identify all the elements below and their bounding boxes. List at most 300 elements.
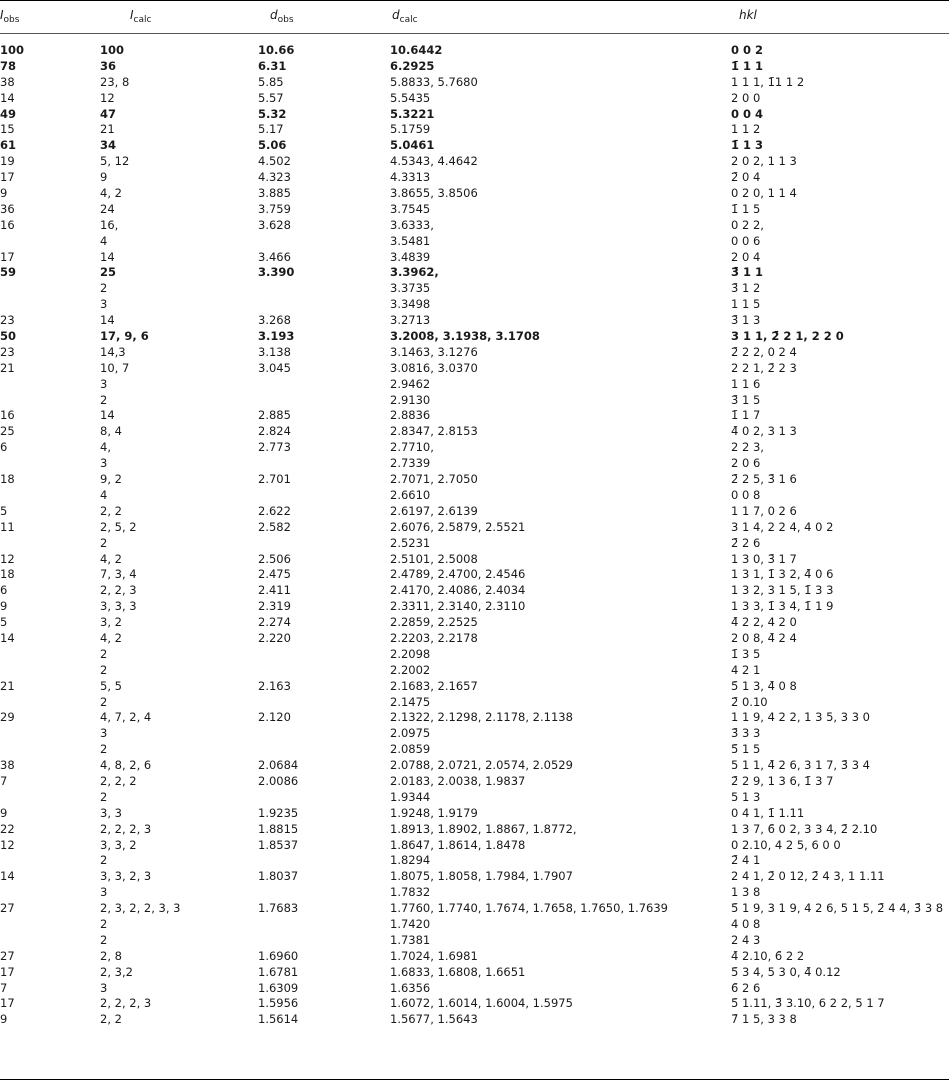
table-row bbox=[0, 440, 949, 456]
cell-d-obs: 2.475 bbox=[258, 567, 291, 582]
cell-d-obs: 2.582 bbox=[258, 519, 291, 534]
cell-i-calc: 2, 2 bbox=[100, 503, 122, 518]
cell-hkl: 2 0 2, 1 1 3 bbox=[731, 154, 797, 169]
cell-hkl: 5̄ 1.11, 3̄ 3.10, 6 2 2, 5 1 7 bbox=[731, 996, 885, 1011]
header-subscript: calc bbox=[133, 15, 152, 25]
cell-d-obs: 5.17 bbox=[258, 122, 284, 137]
cell-d-obs: 2.885 bbox=[258, 408, 291, 423]
cell-d-obs: 2.0086 bbox=[258, 773, 299, 788]
cell-d-obs: 2.773 bbox=[258, 440, 291, 455]
cell-i-obs: 23 bbox=[0, 313, 15, 328]
table-row bbox=[0, 472, 949, 488]
cell-i-calc: 2 bbox=[100, 916, 108, 931]
cell-hkl: 5̄ 3 4, 5 3 0, 4̄ 0.12 bbox=[731, 964, 841, 979]
cell-d-calc: 2.2098 bbox=[390, 646, 431, 661]
cell-i-calc: 3, 3, 2, 3 bbox=[100, 869, 152, 884]
cell-i-obs: 27 bbox=[0, 948, 15, 963]
cell-d-calc: 5.8833, 5.7680 bbox=[390, 74, 478, 89]
cell-i-obs: 27 bbox=[0, 901, 15, 916]
cell-i-calc: 2, 2, 3 bbox=[100, 583, 137, 598]
table-row bbox=[0, 822, 949, 838]
cell-i-obs: 19 bbox=[0, 154, 15, 169]
cell-d-calc: 2.8836 bbox=[390, 408, 431, 423]
cell-i-obs: 36 bbox=[0, 201, 15, 216]
table-row bbox=[0, 885, 949, 901]
table-top-rule bbox=[0, 0, 949, 1]
cell-d-obs: 1.6960 bbox=[258, 948, 299, 963]
cell-i-obs: 9 bbox=[0, 1012, 8, 1027]
table-row bbox=[0, 250, 949, 266]
cell-i-calc: 3, 2 bbox=[100, 615, 122, 630]
cell-hkl: 5̄ 1 5 bbox=[731, 742, 761, 757]
cell-hkl: 4̄ 2 2, 4 2 0 bbox=[731, 615, 797, 630]
cell-i-obs: 25 bbox=[0, 424, 15, 439]
cell-i-calc: 2 bbox=[100, 932, 108, 947]
cell-hkl: 0 2.10, 4 2 5, 6 0 0 bbox=[731, 837, 841, 852]
cell-i-obs: 21 bbox=[0, 360, 15, 375]
table-row bbox=[0, 679, 949, 695]
table-row bbox=[0, 806, 949, 822]
cell-hkl: 5̄ 1 3, 4̄ 0 8 bbox=[731, 678, 797, 693]
cell-i-obs: 6 bbox=[0, 440, 8, 455]
cell-i-calc: 4, 8, 2, 6 bbox=[100, 758, 152, 773]
cell-d-calc: 2.6076, 2.5879, 2.5521 bbox=[390, 519, 526, 534]
cell-d-calc: 3.2713 bbox=[390, 313, 431, 328]
cell-d-calc: 3.2008, 3.1938, 3.1708 bbox=[390, 329, 540, 344]
cell-d-obs: 5.06 bbox=[258, 138, 287, 153]
table-row bbox=[0, 663, 949, 679]
table-row bbox=[0, 981, 949, 997]
cell-d-calc: 3.7545 bbox=[390, 201, 431, 216]
cell-i-obs: 100 bbox=[0, 43, 25, 57]
cell-d-calc: 2.2002 bbox=[390, 662, 431, 677]
cell-i-calc: 2, 3, 2, 2, 3, 3 bbox=[100, 901, 181, 916]
table-row bbox=[0, 742, 949, 758]
cell-i-obs: 18 bbox=[0, 567, 15, 582]
cell-i-calc: 5, 12 bbox=[100, 154, 130, 169]
cell-hkl: 1 3 7, 6̄ 0 2, 3 3 4, 2̄ 2.10 bbox=[731, 821, 878, 836]
cell-d-obs: 2.120 bbox=[258, 710, 291, 725]
cell-i-obs: 5 bbox=[0, 615, 8, 630]
cell-i-obs: 17 bbox=[0, 996, 15, 1011]
cell-hkl: 2 4 3 bbox=[731, 932, 761, 947]
cell-d-calc: 3.3735 bbox=[390, 281, 431, 296]
cell-i-calc: 2 bbox=[100, 392, 108, 407]
cell-i-calc: 36 bbox=[100, 58, 117, 73]
cell-i-calc: 17, 9, 6 bbox=[100, 329, 149, 344]
cell-d-obs: 3.885 bbox=[258, 186, 291, 201]
cell-i-calc: 8, 4 bbox=[100, 424, 122, 439]
cell-d-obs: 5.32 bbox=[258, 106, 287, 121]
cell-hkl: 1 1 5 bbox=[731, 297, 761, 312]
cell-d-calc: 2.9130 bbox=[390, 392, 431, 407]
cell-d-calc: 3.0816, 3.0370 bbox=[390, 360, 478, 375]
cell-d-calc: 2.0183, 2.0038, 1.9837 bbox=[390, 773, 526, 788]
table-row bbox=[0, 377, 949, 393]
cell-d-obs: 3.138 bbox=[258, 344, 291, 359]
cell-i-calc: 2, 3,2 bbox=[100, 964, 133, 979]
cell-i-obs: 59 bbox=[0, 265, 17, 280]
cell-d-calc: 2.0788, 2.0721, 2.0574, 2.0529 bbox=[390, 758, 573, 773]
cell-i-calc: 2 bbox=[100, 853, 108, 868]
table-row bbox=[0, 758, 949, 774]
cell-i-obs: 12 bbox=[0, 551, 15, 566]
cell-d-calc: 2.0859 bbox=[390, 742, 431, 757]
cell-hkl: 3̄ 1 5 bbox=[731, 392, 761, 407]
table-row bbox=[0, 345, 949, 361]
cell-d-calc: 3.5481 bbox=[390, 233, 431, 248]
cell-hkl: 2 0 6 bbox=[731, 456, 761, 471]
cell-hkl: 2 2 1, 2̄ 2 3 bbox=[731, 360, 797, 375]
cell-d-calc: 5.3221 bbox=[390, 106, 435, 121]
cell-d-calc: 2.1322, 2.1298, 2.1178, 2.1138 bbox=[390, 710, 573, 725]
header-subscript: obs bbox=[3, 15, 20, 25]
cell-d-calc: 3.3498 bbox=[390, 297, 431, 312]
cell-d-obs: 1.5956 bbox=[258, 996, 299, 1011]
cell-d-calc: 5.1759 bbox=[390, 122, 431, 137]
cell-hkl: 1 1 6 bbox=[731, 376, 761, 391]
cell-d-calc: 1.5677, 1.5643 bbox=[390, 1012, 478, 1027]
cell-i-obs: 9 bbox=[0, 599, 8, 614]
cell-d-calc: 1.7420 bbox=[390, 916, 431, 931]
cell-hkl: 1̄ 3 5 bbox=[731, 646, 761, 661]
cell-i-obs: 38 bbox=[0, 758, 15, 773]
table-row bbox=[0, 281, 949, 297]
table-row bbox=[0, 313, 949, 329]
cell-i-obs: 7 bbox=[0, 980, 8, 995]
table-row bbox=[0, 43, 949, 59]
cell-i-obs: 17 bbox=[0, 170, 15, 185]
table-row bbox=[0, 647, 949, 663]
table-row bbox=[0, 297, 949, 313]
cell-hkl: 2 0 4 bbox=[731, 249, 761, 264]
cell-i-calc: 9, 2 bbox=[100, 472, 122, 487]
cell-i-obs: 11 bbox=[0, 519, 15, 534]
cell-hkl: 6̄ 2 6 bbox=[731, 980, 761, 995]
cell-i-obs: 7 bbox=[0, 773, 8, 788]
cell-d-calc: 2.4789, 2.4700, 2.4546 bbox=[390, 567, 526, 582]
cell-hkl: 2 2 3, bbox=[731, 440, 764, 455]
cell-hkl: 2̄ 2 9, 1 3 6, 1̄ 3 7 bbox=[731, 773, 834, 788]
table-row bbox=[0, 933, 949, 949]
cell-d-obs: 2.220 bbox=[258, 630, 291, 645]
header-d-obs bbox=[270, 8, 294, 28]
header-symbol: d bbox=[392, 8, 400, 22]
table-row bbox=[0, 59, 949, 75]
cell-hkl: 0 4 1, 1̄ 1.11 bbox=[731, 805, 805, 820]
cell-i-calc: 4, bbox=[100, 440, 111, 455]
cell-d-obs: 5.85 bbox=[258, 74, 284, 89]
cell-i-obs: 15 bbox=[0, 122, 15, 137]
cell-hkl: 1 3 2, 3 1 5, 1̄ 3 3 bbox=[731, 583, 834, 598]
table-row bbox=[0, 488, 949, 504]
cell-d-calc: 1.8647, 1.8614, 1.8478 bbox=[390, 837, 526, 852]
cell-i-calc: 4, 7, 2, 4 bbox=[100, 710, 152, 725]
cell-hkl: 7̄ 1 5, 3 3 8 bbox=[731, 1012, 797, 1027]
cell-d-obs: 2.163 bbox=[258, 678, 291, 693]
header-i-obs bbox=[0, 8, 19, 28]
cell-i-obs: 21 bbox=[0, 678, 15, 693]
cell-d-obs: 2.274 bbox=[258, 615, 291, 630]
cell-i-obs: 22 bbox=[0, 821, 15, 836]
cell-i-calc: 2, 2 bbox=[100, 1012, 122, 1027]
cell-i-obs: 14 bbox=[0, 90, 15, 105]
cell-i-calc: 100 bbox=[100, 43, 125, 57]
cell-hkl: 1̄ 1 1 bbox=[731, 58, 764, 73]
table-row bbox=[0, 393, 949, 409]
cell-hkl: 1 1 7, 0 2 6 bbox=[731, 503, 797, 518]
cell-d-obs: 3.045 bbox=[258, 360, 291, 375]
cell-i-obs: 38 bbox=[0, 74, 15, 89]
cell-d-calc: 2.3311, 2.3140, 2.3110 bbox=[390, 599, 526, 614]
table-row bbox=[0, 1012, 949, 1028]
cell-d-obs: 4.502 bbox=[258, 154, 291, 169]
cell-i-calc: 2, 8 bbox=[100, 948, 122, 963]
cell-i-calc: 5, 5 bbox=[100, 678, 122, 693]
cell-i-calc: 10, 7 bbox=[100, 360, 130, 375]
table-row bbox=[0, 599, 949, 615]
cell-d-obs: 2.701 bbox=[258, 472, 291, 487]
cell-i-calc: 2, 2, 2, 3 bbox=[100, 996, 152, 1011]
table-row bbox=[0, 583, 949, 599]
cell-i-calc: 12 bbox=[100, 90, 115, 105]
cell-i-calc: 4 bbox=[100, 233, 108, 248]
cell-i-calc: 2 bbox=[100, 646, 108, 661]
cell-d-obs: 10.66 bbox=[258, 43, 295, 57]
cell-d-calc: 2.0975 bbox=[390, 726, 431, 741]
cell-d-calc: 1.7832 bbox=[390, 885, 431, 900]
cell-i-obs: 50 bbox=[0, 329, 17, 344]
cell-d-calc: 3.3962, bbox=[390, 265, 439, 280]
cell-hkl: 3̄ 1 1 bbox=[731, 265, 764, 280]
cell-d-calc: 2.5231 bbox=[390, 535, 431, 550]
table-row bbox=[0, 361, 949, 377]
cell-d-calc: 2.7339 bbox=[390, 456, 431, 471]
cell-hkl: 1 3 3, 1̄ 3 4, 1̄ 1 9 bbox=[731, 599, 834, 614]
cell-i-obs: 17 bbox=[0, 964, 15, 979]
table-row bbox=[0, 234, 949, 250]
cell-i-calc: 3 bbox=[100, 376, 108, 391]
cell-d-obs: 3.628 bbox=[258, 217, 291, 232]
cell-i-calc: 3 bbox=[100, 456, 108, 471]
cell-hkl: 1 3 8 bbox=[731, 885, 761, 900]
table-row bbox=[0, 170, 949, 186]
cell-d-calc: 2.7071, 2.7050 bbox=[390, 472, 478, 487]
cell-i-calc: 3 bbox=[100, 297, 108, 312]
cell-d-calc: 1.6833, 1.6808, 1.6651 bbox=[390, 964, 526, 979]
cell-i-calc: 2 bbox=[100, 742, 108, 757]
table-row bbox=[0, 615, 949, 631]
cell-hkl: 2̄ 2 5, 3̄ 1 6 bbox=[731, 472, 797, 487]
cell-d-obs: 3.466 bbox=[258, 249, 291, 264]
cell-hkl: 1̄ 1 5 bbox=[731, 201, 761, 216]
header-symbol: d bbox=[270, 8, 278, 22]
cell-d-obs: 2.319 bbox=[258, 599, 291, 614]
cell-d-calc: 1.7381 bbox=[390, 932, 431, 947]
cell-hkl: 1̄ 1 7 bbox=[731, 408, 761, 423]
cell-d-calc: 2.5101, 2.5008 bbox=[390, 551, 478, 566]
table-row bbox=[0, 504, 949, 520]
table-row bbox=[0, 138, 949, 154]
cell-i-obs: 5 bbox=[0, 503, 8, 518]
table-row bbox=[0, 408, 949, 424]
cell-hkl: 2̄ 2 2, 0 2 4 bbox=[731, 344, 797, 359]
cell-i-obs: 6 bbox=[0, 583, 8, 598]
cell-i-obs: 49 bbox=[0, 106, 17, 121]
cell-i-obs: 29 bbox=[0, 710, 15, 725]
cell-d-obs: 1.7683 bbox=[258, 901, 299, 916]
table-row bbox=[0, 996, 949, 1012]
cell-d-obs: 1.5614 bbox=[258, 1012, 299, 1027]
table-row bbox=[0, 790, 949, 806]
cell-hkl: 0 2 2, bbox=[731, 217, 764, 232]
header-symbol: hkl bbox=[739, 8, 757, 22]
cell-hkl: 3̄ 1 2 bbox=[731, 281, 761, 296]
cell-d-obs: 3.268 bbox=[258, 313, 291, 328]
cell-hkl: 5 1 1, 4̄ 2 6, 3 1 7, 3̄ 3 4 bbox=[731, 758, 870, 773]
cell-d-calc: 2.1683, 2.1657 bbox=[390, 678, 478, 693]
cell-d-calc: 1.9248, 1.9179 bbox=[390, 805, 478, 820]
cell-hkl: 2 4 1, 2̄ 0 12, 2̄ 4 3, 1 1.11 bbox=[731, 869, 885, 884]
cell-d-calc: 2.1475 bbox=[390, 694, 431, 709]
table-row bbox=[0, 901, 949, 917]
cell-d-calc: 4.3313 bbox=[390, 170, 431, 185]
cell-i-obs: 16 bbox=[0, 217, 15, 232]
header-symbol: I bbox=[130, 8, 134, 22]
table-body bbox=[0, 43, 949, 1028]
header-subscript: obs bbox=[277, 15, 294, 25]
cell-i-obs: 9 bbox=[0, 805, 8, 820]
header-rule bbox=[0, 33, 949, 34]
cell-d-obs: 3.193 bbox=[258, 329, 295, 344]
table-row bbox=[0, 202, 949, 218]
table-row bbox=[0, 965, 949, 981]
cell-d-calc: 3.6333, bbox=[390, 217, 434, 232]
cell-d-obs: 1.9235 bbox=[258, 805, 299, 820]
cell-hkl: 1 1 9, 4 2 2, 1 3 5, 3 3 0 bbox=[731, 710, 870, 725]
cell-hkl: 4 2 1 bbox=[731, 662, 761, 677]
cell-d-obs: 6.31 bbox=[258, 58, 287, 73]
cell-d-obs: 4.323 bbox=[258, 170, 291, 185]
cell-d-calc: 2.2859, 2.2525 bbox=[390, 615, 478, 630]
cell-i-calc: 3 bbox=[100, 980, 108, 995]
table-bottom-rule bbox=[0, 1079, 949, 1080]
cell-i-obs: 78 bbox=[0, 58, 17, 73]
cell-hkl: 0 0 6 bbox=[731, 233, 761, 248]
cell-i-calc: 14,3 bbox=[100, 344, 126, 359]
cell-hkl: 0 0 4 bbox=[731, 106, 764, 121]
table-row bbox=[0, 456, 949, 472]
cell-i-calc: 21 bbox=[100, 122, 115, 137]
cell-i-calc: 2, 2, 2, 3 bbox=[100, 821, 152, 836]
cell-i-calc: 3 bbox=[100, 885, 108, 900]
cell-i-calc: 4 bbox=[100, 487, 108, 502]
cell-d-calc: 1.6356 bbox=[390, 980, 431, 995]
cell-d-calc: 2.4170, 2.4086, 2.4034 bbox=[390, 583, 526, 598]
cell-d-calc: 5.0461 bbox=[390, 138, 435, 153]
cell-i-calc: 47 bbox=[100, 106, 117, 121]
cell-i-obs: 14 bbox=[0, 630, 15, 645]
cell-d-calc: 2.7710, bbox=[390, 440, 434, 455]
cell-i-calc: 14 bbox=[100, 249, 115, 264]
table-row bbox=[0, 869, 949, 885]
cell-hkl: 3̄ 1 3 bbox=[731, 313, 761, 328]
table-row bbox=[0, 265, 949, 281]
cell-d-calc: 1.8294 bbox=[390, 853, 431, 868]
cell-d-calc: 3.4839 bbox=[390, 249, 431, 264]
cell-i-obs: 12 bbox=[0, 837, 15, 852]
cell-hkl: 3 1 1, 2̄ 2 1, 2 2 0 bbox=[731, 329, 844, 344]
cell-hkl: 2̄ 2 6 bbox=[731, 535, 761, 550]
cell-i-obs: 17 bbox=[0, 249, 15, 264]
table-row bbox=[0, 122, 949, 138]
cell-i-obs: 61 bbox=[0, 138, 17, 153]
cell-d-calc: 1.6072, 1.6014, 1.6004, 1.5975 bbox=[390, 996, 573, 1011]
cell-i-calc: 14 bbox=[100, 313, 115, 328]
cell-i-calc: 14 bbox=[100, 408, 115, 423]
cell-i-calc: 2 bbox=[100, 535, 108, 550]
table-row bbox=[0, 949, 949, 965]
cell-hkl: 2̄ 4 1 bbox=[731, 853, 761, 868]
cell-i-calc: 4, 2 bbox=[100, 186, 122, 201]
table-row bbox=[0, 75, 949, 91]
table-row bbox=[0, 91, 949, 107]
cell-d-calc: 1.9344 bbox=[390, 789, 431, 804]
cell-hkl: 4 0 8 bbox=[731, 916, 761, 931]
table-row bbox=[0, 567, 949, 583]
table-row bbox=[0, 552, 949, 568]
table-row bbox=[0, 154, 949, 170]
cell-i-calc: 3, 3, 3 bbox=[100, 599, 137, 614]
cell-i-calc: 4, 2 bbox=[100, 630, 122, 645]
cell-i-calc: 7, 3, 4 bbox=[100, 567, 137, 582]
cell-hkl: 4̄ 0 2, 3 1 3 bbox=[731, 424, 797, 439]
cell-i-obs: 9 bbox=[0, 186, 8, 201]
cell-hkl: 1 3 0, 3̄ 1 7 bbox=[731, 551, 797, 566]
table-row bbox=[0, 520, 949, 536]
cell-i-calc: 2, 2, 2 bbox=[100, 773, 137, 788]
header-subscript: calc bbox=[399, 15, 418, 25]
header-symbol: I bbox=[0, 8, 4, 22]
cell-d-obs: 1.8815 bbox=[258, 821, 299, 836]
cell-i-obs: 18 bbox=[0, 472, 15, 487]
cell-d-calc: 3.8655, 3.8506 bbox=[390, 186, 478, 201]
table-row bbox=[0, 695, 949, 711]
cell-d-calc: 5.5435 bbox=[390, 90, 431, 105]
cell-i-obs: 16 bbox=[0, 408, 15, 423]
cell-d-calc: 2.8347, 2.8153 bbox=[390, 424, 478, 439]
header-d-calc bbox=[392, 8, 418, 28]
cell-i-calc: 16, bbox=[100, 217, 119, 232]
cell-d-calc: 2.6197, 2.6139 bbox=[390, 503, 478, 518]
cell-d-calc: 1.8075, 1.8058, 1.7984, 1.7907 bbox=[390, 869, 573, 884]
cell-i-obs: 23 bbox=[0, 344, 15, 359]
cell-d-calc: 4.5343, 4.4642 bbox=[390, 154, 478, 169]
cell-d-obs: 3.759 bbox=[258, 201, 291, 216]
cell-d-obs: 2.622 bbox=[258, 503, 291, 518]
cell-hkl: 0 0 2 bbox=[731, 43, 764, 57]
cell-hkl: 1 3 1, 1̄ 3 2, 4̄ 0 6 bbox=[731, 567, 834, 582]
cell-hkl: 2 0 8, 4̄ 2 4 bbox=[731, 630, 797, 645]
cell-hkl: 3 1 4, 2 2 4, 4 0 2 bbox=[731, 519, 834, 534]
cell-d-calc: 1.7024, 1.6981 bbox=[390, 948, 478, 963]
cell-hkl: 1̄ 1 3 bbox=[731, 138, 764, 153]
cell-hkl: 0 0 8 bbox=[731, 487, 761, 502]
cell-i-calc: 34 bbox=[100, 138, 117, 153]
table-row bbox=[0, 774, 949, 790]
table-row bbox=[0, 107, 949, 123]
cell-hkl: 1 1 2 bbox=[731, 122, 761, 137]
